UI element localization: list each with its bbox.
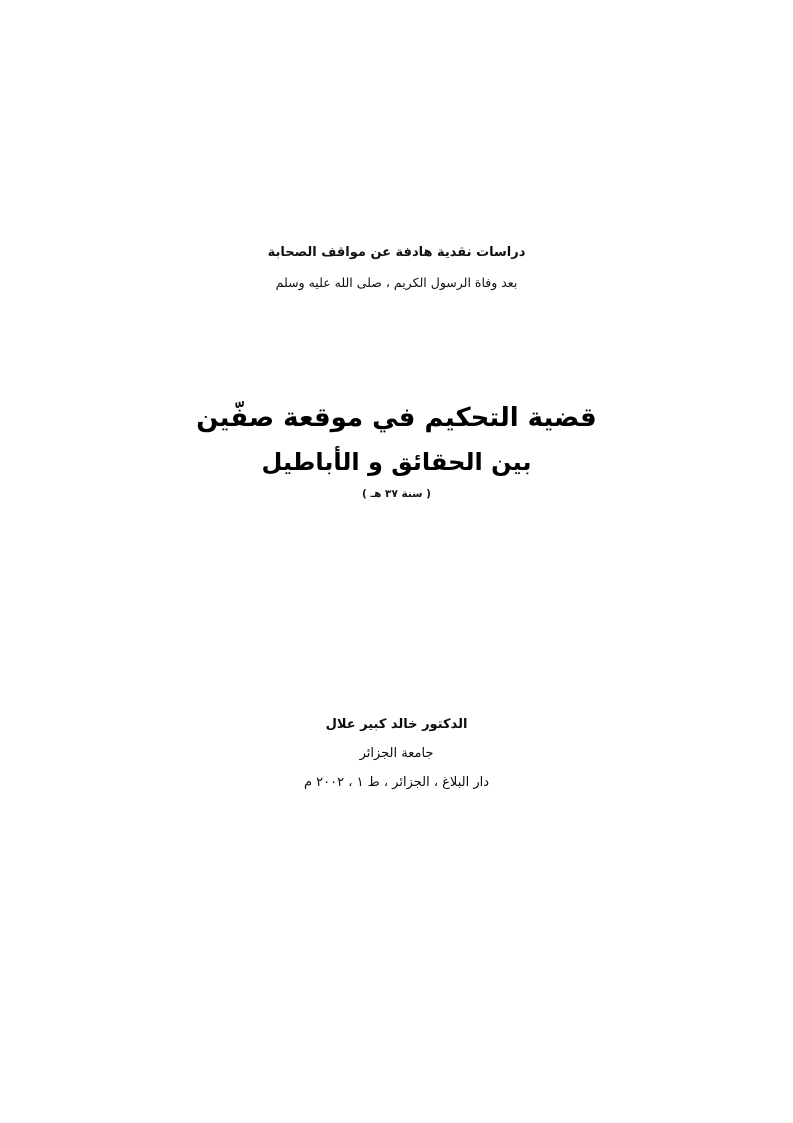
header-line-1: دراسات نقدية هادفة عن مواقف الصحابة (267, 245, 526, 260)
header-block (0, 238, 793, 298)
title-line-1: قضية التحكيم في موقعة صفّين (196, 403, 597, 433)
title-block (0, 396, 793, 504)
title-line-2: بين الحقائق و الأباطيل (261, 448, 532, 476)
imprint-block (0, 710, 793, 797)
title-date-note: ( سنة ٣٧ هـ ) (362, 488, 431, 500)
publisher-info: دار البلاغ ، الجزائر ، ط ١ ، ٢٠٠٢ م (303, 775, 489, 790)
author-name: الدكتور خالد كبير علال (325, 717, 468, 732)
author-affiliation: جامعة الجزائر (359, 746, 434, 761)
header-line-2: بعد وفاة الرسول الكريم ، صلى الله عليه وسلم (275, 275, 518, 290)
